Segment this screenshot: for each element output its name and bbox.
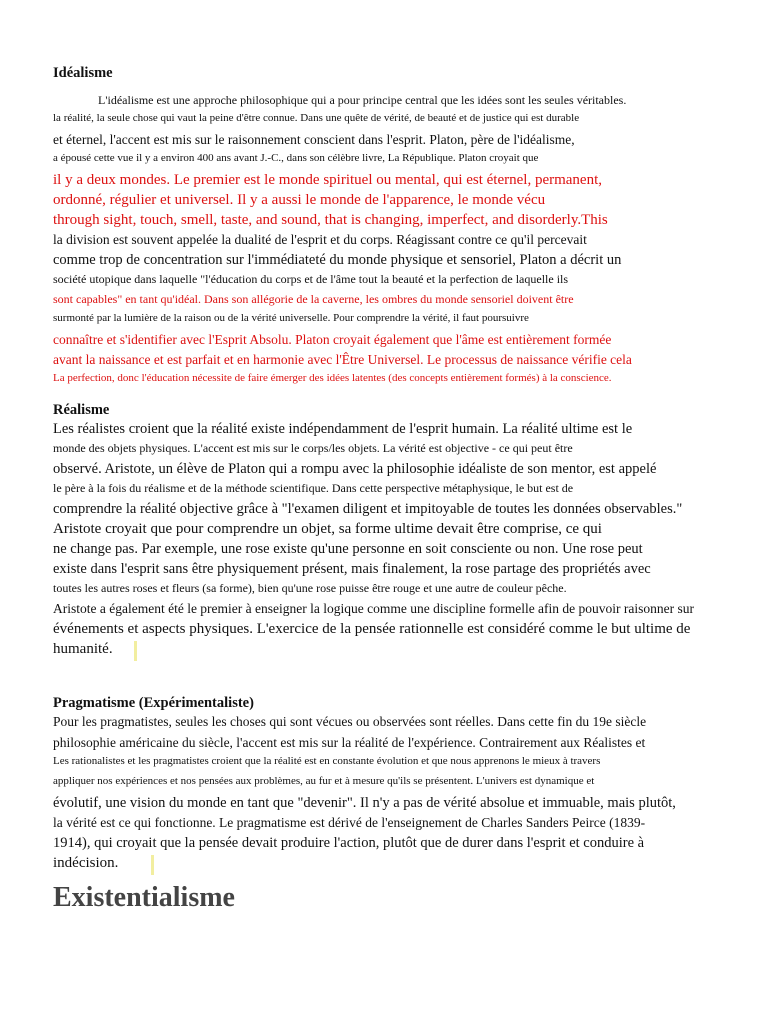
text-line: toutes les autres roses et fleurs (sa forme), bien qu'une rose puisse être rouge et une autre de couleur pêche.	[53, 581, 567, 595]
text-line: comprendre la réalité objective grâce à "l'examen diligent et impitoyable de toutes les données observables."	[53, 501, 683, 517]
text-line: existe dans l'esprit sans être physiquement présent, mais finalement, la rose partage des propriétés avec	[53, 561, 651, 577]
text-line: société utopique dans laquelle "l'éducation du corps et de l'âme tout la beauté et la perfection de laquelle ils	[53, 272, 569, 286]
text-line: événements et aspects physiques. L'exercice de la pensée rationnelle est considéré comme le but ultime de	[53, 621, 691, 637]
text-line: monde des objets physiques. L'accent est mis sur le corps/les objets. La vérité est objective - ce qui peut être	[53, 441, 573, 455]
text-line: philosophie américaine du siècle, l'accent est mis sur la réalité de l'expérience. Contrairement aux Réalistes et	[53, 735, 646, 750]
heading-existentialisme: Existentialisme	[53, 882, 235, 913]
text-line: ne change pas. Par exemple, une rose existe qu'une personne en soit consciente ou non. Une rose peut	[53, 541, 643, 557]
text-line-highlighted: La perfection, donc l'éducation nécessite de faire émerger des idées latentes (des concepts entièrement formés) à la conscience.	[53, 372, 612, 384]
text-line: évolutif, une vision du monde en tant que "devenir". Il n'y a pas de vérité absolue et immuable, mais plutôt,	[53, 795, 676, 811]
text-line: la division est souvent appelée la dualité de l'esprit et du corps. Réagissant contre ce qu'il percevait	[53, 232, 587, 247]
text-line: Aristote a également été le premier à enseigner la logique comme une discipline formelle afin de pouvoir raisonner sur	[53, 601, 695, 616]
text-line-highlighted: ordonné, régulier et universel. Il y a aussi le monde de l'apparence, le monde vécu	[53, 192, 546, 208]
text-line: 1914), qui croyait que la pensée devait produire l'action, plutôt que de durer dans l'esprit et conduire à	[53, 835, 645, 851]
text-line: et éternel, l'accent est mis sur le raisonnement conscient dans l'esprit. Platon, père de l'idéalisme,	[53, 132, 575, 147]
text-line-highlighted: il y a deux mondes. Le premier est le monde spirituel ou mental, qui est éternel, permanent,	[53, 172, 603, 188]
text-line: la réalité, la seule chose qui vaut la peine d'être connue. Dans une quête de vérité, de beauté et de justice qui est durable	[53, 112, 580, 124]
text-line: Aristote croyait que pour comprendre un objet, sa forme ultime devait être comprise, ce qui	[53, 521, 602, 537]
text-line: indécision.	[53, 855, 119, 871]
text-line: Les réalistes croient que la réalité existe indépendamment de l'esprit humain. La réalité ultime est le	[53, 421, 633, 437]
text-line: comme trop de concentration sur l'immédiateté du monde physique et sensoriel, Platon a décrit un	[53, 252, 622, 268]
text-line-highlighted: through sight, touch, smell, taste, and sound, that is changing, imperfect, and disorderly.This	[53, 212, 608, 228]
text-line: Les rationalistes et les pragmatistes croient que la réalité est en constante évolution et que nous apprenons le mieux à travers	[53, 755, 601, 767]
text-line: appliquer nos expériences et nos pensées aux problèmes, au fur et à mesure qu'ils se présentent. L'univers est dynamique et	[53, 775, 595, 787]
heading-pragmatisme: Pragmatisme (Expérimentaliste)	[53, 695, 254, 711]
text-line: surmonté par la lumière de la raison ou de la vérité universelle. Pour comprendre la vérité, il faut poursuivre	[53, 312, 529, 324]
text-line-highlighted: connaître et s'identifier avec l'Esprit Absolu. Platon croyait également que l'âme est entièrement formée	[53, 332, 612, 347]
text-line-highlighted: avant la naissance et est parfait et en harmonie avec l'Être Universel. Le processus de naissance vérifie cela	[53, 352, 632, 367]
text-line: L'idéalisme est une approche philosophique qui a pour principe central que les idées sont les seules véritables.	[98, 93, 627, 107]
heading-idealisme: Idéalisme	[53, 65, 113, 81]
text-line: humanité.	[53, 641, 113, 657]
text-cursor-mark	[151, 855, 154, 875]
text-line: Pour les pragmatistes, seules les choses qui sont vécues ou observées sont réelles. Dans cette fin du 19e siècle	[53, 714, 647, 729]
text-line-highlighted: sont capables" en tant qu'idéal. Dans son allégorie de la caverne, les ombres du monde sensoriel doivent être	[53, 292, 574, 306]
text-line: observé. Aristote, un élève de Platon qui a rompu avec la philosophie idéaliste de son mentor, est appelé	[53, 461, 657, 477]
text-line: a épousé cette vue il y a environ 400 ans avant J.-C., dans son célèbre livre, La République. Platon croyait que	[53, 152, 539, 164]
text-line: la vérité est ce qui fonctionne. Le pragmatisme est dérivé de l'enseignement de Charles Sanders Peirce (1839-	[53, 815, 646, 830]
heading-realisme: Réalisme	[53, 402, 110, 418]
text-line: le père à la fois du réalisme et de la méthode scientifique. Dans cette perspective métaphysique, le but est de	[53, 481, 574, 495]
text-cursor-mark	[134, 641, 137, 661]
